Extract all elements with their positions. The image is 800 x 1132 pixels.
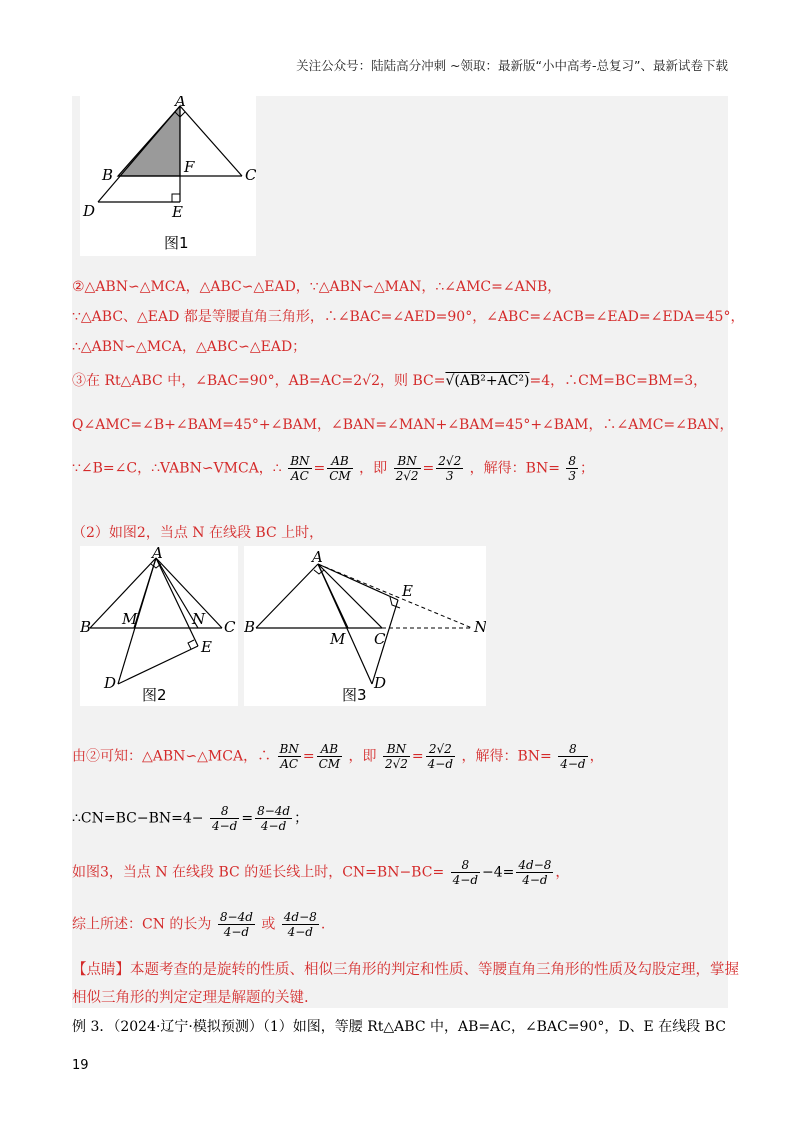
label-a: A: [175, 96, 186, 110]
label-e: E: [172, 203, 183, 221]
solution-line-3: ∴△ABN∽△MCA，△ABC∽△EAD；: [72, 339, 307, 355]
fraction-8-4md: $\frac{8}{4-d}$: [452, 858, 478, 887]
line-11-part-a: 综上所述：CN 的长为: [72, 916, 212, 933]
fraction-bn-ac: $\frac{BN}{AC}$: [279, 742, 299, 771]
label-f: F: [184, 158, 195, 176]
solution-line-9: ∴CN=BC−BN=4− $\frac{8}{4-d}$ = $\frac{8-4d}{4-d}$ ；: [72, 804, 309, 833]
page-header: 关注公众号：陆陆高分冲刺 ~领取：最新版“小中高考-总复习”、最新试卷下载: [296, 58, 728, 73]
key-point-line-2: 相似三角形的判定定理是解题的关键.: [72, 990, 309, 1006]
figure-1-caption: 图1: [164, 234, 189, 252]
label-b: B: [80, 618, 92, 636]
key-point-line-1: 【点睛】本题考查的是旋转的性质、相似三角形的判定和性质、等腰直角三角形的性质及勾股定理，掌握: [72, 962, 739, 978]
figure-1-diagram: [80, 96, 256, 256]
fraction-4dm8-4md: $\frac{4d-8}{4-d}$: [283, 910, 317, 939]
fraction-ab-cm: $\frac{AB}{CM}$: [318, 742, 341, 771]
part-2-heading: （2）如图2，当点 N 在线段 BC 上时，: [72, 525, 324, 541]
fraction-bn-2r2: $\frac{BN}{2√2}$: [384, 742, 408, 771]
label-d: D: [83, 202, 96, 220]
fraction-bn-ac: $\frac{BN}{AC}$: [290, 454, 310, 483]
label-c: C: [224, 618, 236, 636]
solution-line-8: 由②可知：△ABN∽△MCA，∴ $\frac{BN}{AC}$ = $\frac{AB}{CM}$ ，即 $\frac{BN}{2√2}$ = $\frac{2√2}{4-d}$ ，解得：BN= $\frac{8}{4-d}$ ，: [72, 742, 604, 771]
fraction-2r2-3: $\frac{2√2}{3}$: [438, 454, 462, 483]
fraction-4dm8-4md: $\frac{4d-8}{4-d}$: [518, 858, 552, 887]
label-c: C: [245, 166, 256, 184]
example-3-line: 例 3．（2024·辽宁·模拟预测）（1）如图，等腰 Rt△ABC 中，AB=AC，∠BAC=90°，D、E 在线段 BC: [72, 1016, 728, 1036]
label-a: A: [152, 546, 163, 562]
label-c: C: [374, 630, 386, 648]
figure-3-diagram: [244, 546, 486, 706]
label-a: A: [312, 548, 323, 566]
label-e: E: [201, 638, 212, 656]
fraction-8m4d-4md: $\frac{8-4d}{4-d}$: [219, 910, 253, 939]
label-m: M: [330, 630, 346, 648]
line-6-part-b: ，即: [359, 460, 388, 477]
solution-line-11: 综上所述：CN 的长为 $\frac{8-4d}{4-d}$ 或 $\frac{4d-8}{4-d}$ .: [72, 910, 326, 939]
fraction-8m4d-4md: $\frac{8-4d}{4-d}$: [257, 804, 291, 833]
fraction-ab-cm: $\frac{AB}{CM}$: [329, 454, 351, 483]
solution-line-10: 如图3，当点 N 在线段 BC 的延长线上时，CN=BN−BC= $\frac{8}{4-d}$ −4= $\frac{4d-8}{4-d}$ ，: [72, 858, 570, 887]
line-6-part-a: ∵∠B=∠C，∴VABN∽VMCA，∴: [72, 460, 282, 477]
line-8-part-c: ，解得：BN=: [461, 748, 552, 765]
label-b: B: [102, 166, 114, 184]
fraction-2r2-4md: $\frac{2√2}{4-d}$: [427, 742, 453, 771]
label-n: N: [192, 610, 206, 628]
solution-line-4: [72, 370, 707, 390]
fraction-8-4md: $\frac{8}{4-d}$: [211, 804, 238, 833]
line-4-part-a: ③在 Rt△ABC 中，∠BAC=90°，AB=AC=2√2，则 BC=: [72, 373, 446, 389]
page-number: 19: [72, 1058, 89, 1073]
fraction-bn-2r2: $\frac{BN}{2√2}$: [395, 454, 419, 483]
line-4-part-c: =4，∴CM=BC=BM=3，: [529, 373, 708, 389]
label-b: B: [244, 618, 256, 636]
solution-line-2: ∵△ABC、△EAD 都是等腰直角三角形，∴∠BAC=∠AED=90°，∠ABC=∠ACB=∠EAD=∠EDA=45°，: [72, 309, 745, 325]
figure-3-caption: 图3: [342, 686, 367, 704]
figure-2-diagram: [80, 546, 238, 706]
line-4-sqrt: √(AB²+AC²): [445, 373, 530, 389]
figure-1: [80, 96, 256, 256]
label-m: M: [122, 610, 138, 628]
line-6-part-c: ，解得：BN=: [469, 460, 560, 477]
line-11-part-b: 或: [261, 916, 276, 933]
solution-line-1: ②△ABN∽△MCA，△ABC∽△EAD，∵△ABN∽△MAN，∴∠AMC=∠ANB，: [72, 279, 562, 295]
label-e: E: [402, 582, 413, 600]
fraction-8-4md: $\frac{8}{4-d}$: [560, 742, 586, 771]
figure-3: [244, 546, 486, 706]
figure-2: [80, 546, 238, 706]
fraction-8-3: $\frac{8}{3}$: [568, 454, 577, 483]
solution-line-6: ∵∠B=∠C，∴VABN∽VMCA，∴ $\frac{BN}{AC}$ = $\frac{AB}{CM}$ ，即 $\frac{BN}{2√2}$ = $\frac{2√2}{3}$ ，解得：BN= $\frac{8}{3}$ ；: [72, 454, 595, 483]
label-d: D: [374, 674, 387, 692]
line-8-part-b: ，即: [348, 748, 377, 765]
figure-2-caption: 图2: [142, 686, 167, 704]
line-9-part-a: ∴CN=BC−BN=4−: [72, 810, 204, 827]
line-8-part-a: 由②可知：△ABN∽△MCA，∴: [72, 748, 272, 765]
label-n: N: [474, 618, 486, 636]
line-10-part-a: 如图3，当点 N 在线段 BC 的延长线上时，CN=BN−BC=: [72, 864, 445, 881]
label-d: D: [104, 674, 117, 692]
solution-line-5: Q∠AMC=∠B+∠BAM=45°+∠BAM，∠BAN=∠MAN+∠BAM=45°+∠BAM，∴∠AMC=∠BAN，: [72, 417, 734, 433]
